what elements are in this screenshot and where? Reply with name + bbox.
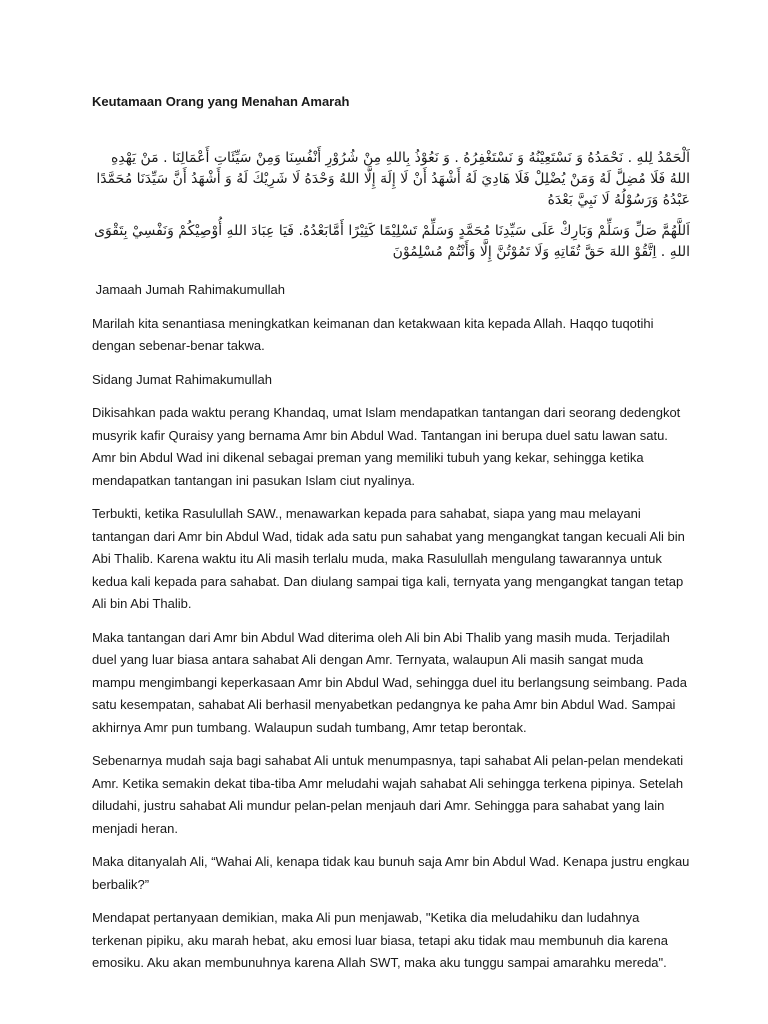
paragraph-duel: Maka tantangan dari Amr bin Abdul Wad diterima oleh Ali bin Abi Thalib yang masih muda. Terjadilah duel yang luar biasa antara sahabat Ali dengan Amr. Ternyata, walaupun Ali masih sangat muda mampu mengimbangi keperkasaan Amr bin Abdul Wad, sehingga duel itu berlangsung seimbang. Pada satu kesempatan, sahabat Ali berhasil menyabetkan pedangnya ke paha Amr bin Abdul Wad. Sampai akhirnya Amr pun tumbang. Walaupun sudah tumbang, Amr tetap berontak. <box>92 629 687 735</box>
paragraph-rasulullah: Terbukti, ketika Rasulullah SAW., menawarkan kepada para sahabat, siapa yang mau melayani tantangan dari Amr bin Abdul Wad, tidak ada satu pun sahabat yang mengangkat tangan kecuali Ali bin Abi Thalib. Karena waktu itu Ali masih terlalu muda, maka Rasulullah mengulang tawarannya untuk kedua kali kepada para sahabat. Dan diulang sampai tiga kali, ternyata yang mengangkat tangan tetap Ali bin Abi Thalib. <box>92 506 685 611</box>
paragraph-jawaban: Mendapat pertanyaan demikian, maka Ali pun menjawab, "Ketika dia meludahiku dan ludahnya terkenan pipiku, aku marah hebat, aku emosi luar biasa, tetapi aku tidak mau membunuh dia karena emosiku. Aku akan membunuhnya karena Allah SWT, maka aku tunggu sampai amarahku mereda". <box>92 910 668 970</box>
paragraph-ludah: Sebenarnya mudah saja bagi sahabat Ali untuk menumpasnya, tapi sahabat Ali pelan-pelan mendekati Amr. Ketika semakin dekat tiba-tiba Amr meludahi wajah sahabat Ali sehingga terkena pipinya. Setelah diludahi, justru sahabat Ali mundur pelan-pelan menjauh dari Amr. Sehingga para sahabat yang lain menjadi heran. <box>92 753 684 836</box>
document-title: Keutamaan Orang yang Menahan Amarah <box>92 94 350 109</box>
paragraph-takwa: Marilah kita senantiasa meningkatkan keimanan dan ketakwaan kita kepada Allah. Haqqo tuqotihi dengan sebenar-benar takwa. <box>92 315 654 353</box>
document-body <box>92 92 690 986</box>
arabic-salawat: اَللَّهُمَّ صَلِّ وَسَلِّمْ وَبَارِكْ عَلَى سَيِّدِنَا مُحَمَّدٍ وَسَلِّمْ تَسْلِيْمًا كَثِيْرًا أَمَّابَعْدُهُ. فَيَا عِبَادَ اللهِ أُوْصِيْكُمْ وَنَفْسِيْ بِتَقْوَى اللهِ . اِتَّقُوْ اللهَ حَقَّ تُقَاتِهِ وَلَا تَمُوْتُنَّ إِلَّا وَأَنْتُمْ مُسْلِمُوْنَ <box>94 223 690 260</box>
arabic-opening-praise: اَلْحَمْدُ لِلهِ . نَحْمَدُهُ وَ نَسْتَعِيْنُهُ وَ نَسْتَغْفِرُهُ . وَ نَعُوْذُ بِاللهِ مِنْ شُرُوْرِ أَنْفُسِنَا وَمِنْ سَيِّئَاتِ أَعْمَالِنَا . مَنْ يَهْدِهِ اللهُ فَلَا مُضِلَّ لَهُ وَمَنْ يُضْلِلْ فَلَا هَادِيَ لَهُ أَشْهَدُ أَنْ لَا إِلَهَ إِلَّا اللهُ وَحْدَهُ لَا شَرِيْكَ لَهُ وَ أَشْهَدُ أَنَّ سَيِّدَنَا مُحَمَّدًا عَبْدُهُ وَرَسُوْلُهُ لَا نَبِيَّ بَعْدَهُ <box>96 150 690 208</box>
paragraph-pertanyaan: Maka ditanyalah Ali, “Wahai Ali, kenapa tidak kau bunuh saja Amr bin Abdul Wad. Kenapa justru engkau berbalik?” <box>92 854 690 892</box>
greeting-jamaah: Jamaah Jumah Rahimakumullah <box>92 282 285 297</box>
paragraph-khandaq: Dikisahkan pada waktu perang Khandaq, umat Islam mendapatkan tantangan dari seorang dedengkot musyrik kafir Quraisy yang bernama Amr bin Abdul Wad. Tantangan ini berupa duel satu lawan satu. Amr bin Abdul Wad ini dikenal sebagai preman yang memiliki tubuh yang kekar, sehingga ketika mendapatkan tantangan ini pasukan Islam ciut nyalinya. <box>92 405 681 488</box>
greeting-sidang: Sidang Jumat Rahimakumullah <box>92 371 272 387</box>
